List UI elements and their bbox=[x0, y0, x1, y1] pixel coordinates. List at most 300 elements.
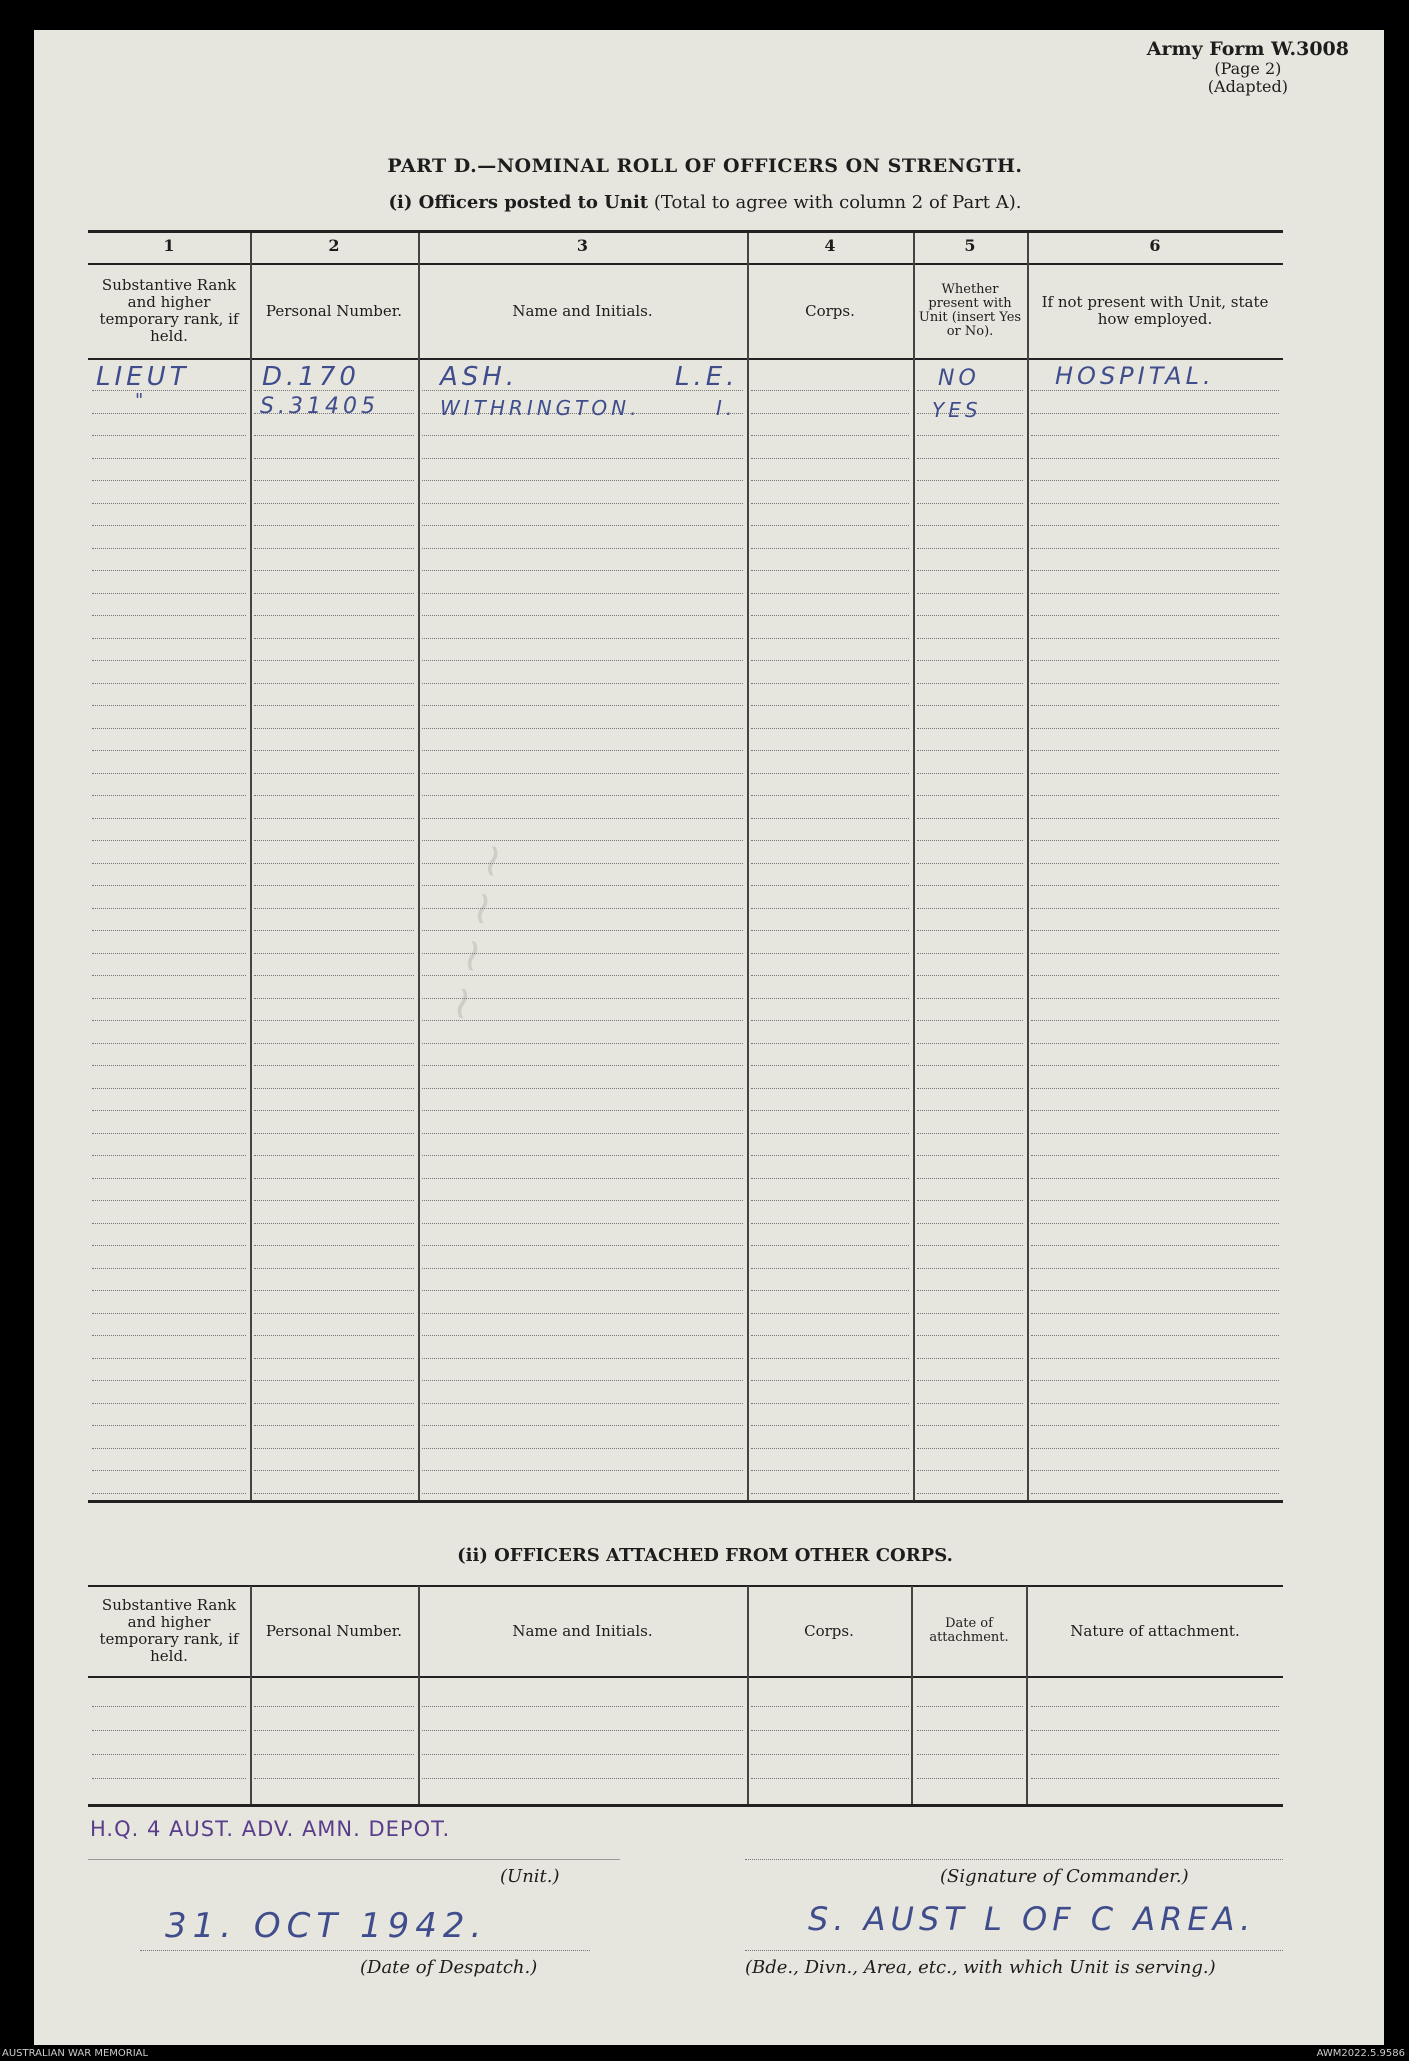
column-number-rule bbox=[88, 263, 1283, 265]
ruled-line bbox=[254, 998, 414, 999]
column-number: 6 bbox=[1149, 236, 1161, 255]
ruled-line bbox=[917, 1493, 1023, 1494]
ruled-line bbox=[422, 795, 743, 796]
page-title: PART D.—NOMINAL ROLL OF OFFICERS ON STRENGTH. bbox=[387, 155, 1023, 177]
ruled-line bbox=[92, 1358, 246, 1359]
ruled-line bbox=[254, 593, 414, 594]
ruled-line bbox=[422, 1290, 743, 1291]
ruled-line bbox=[751, 413, 909, 414]
column-number: 1 bbox=[163, 236, 175, 255]
ruled-line bbox=[422, 480, 743, 481]
ruled-line bbox=[1031, 1778, 1279, 1779]
subtitle-bold: (i) Officers posted to Unit bbox=[388, 192, 649, 213]
ruled-line bbox=[917, 1065, 1023, 1066]
ruled-line bbox=[917, 503, 1023, 504]
ruled-line bbox=[254, 1403, 414, 1404]
ruled-line bbox=[917, 593, 1023, 594]
section-subtitle bbox=[0, 192, 1409, 213]
ruled-line bbox=[254, 705, 414, 706]
column-header-rank: Substantive Rank and higher temporary rank, if held. bbox=[99, 276, 239, 345]
ruled-line bbox=[92, 1448, 246, 1449]
ruled-line bbox=[254, 818, 414, 819]
table-bottom-rule bbox=[88, 1500, 1283, 1503]
ruled-line bbox=[1031, 1493, 1279, 1494]
ruled-line bbox=[92, 638, 246, 639]
ruled-line bbox=[422, 593, 743, 594]
ruled-line bbox=[917, 1706, 1023, 1707]
ruled-line bbox=[92, 750, 246, 751]
ruled-line bbox=[1031, 1425, 1279, 1426]
column-divider bbox=[418, 233, 420, 1500]
column-header-name: Name and Initials. bbox=[512, 301, 653, 320]
ruled-line bbox=[254, 503, 414, 504]
ruled-line bbox=[1031, 548, 1279, 549]
ruled-line bbox=[917, 1778, 1023, 1779]
ruled-line bbox=[254, 1245, 414, 1246]
ruled-line bbox=[1031, 1380, 1279, 1381]
ruled-line bbox=[917, 1358, 1023, 1359]
ruled-line bbox=[254, 1043, 414, 1044]
ruled-line bbox=[422, 1403, 743, 1404]
ruled-line bbox=[1031, 1223, 1279, 1224]
ruled-line bbox=[1031, 1245, 1279, 1246]
area-handwritten: S. AUST L OF C AREA. bbox=[808, 1900, 1256, 1938]
ruled-line bbox=[917, 435, 1023, 436]
ruled-line bbox=[1031, 1313, 1279, 1314]
ruled-line bbox=[917, 1178, 1023, 1179]
ruled-line bbox=[1031, 1088, 1279, 1089]
column-number: 5 bbox=[964, 236, 976, 255]
ruled-line bbox=[92, 1493, 246, 1494]
ruled-line bbox=[92, 1730, 246, 1731]
archive-footer-right: AWM2022.5.9586 bbox=[1316, 2048, 1405, 2059]
ruled-line bbox=[751, 998, 909, 999]
ruled-line bbox=[254, 1448, 414, 1449]
ruled-line bbox=[92, 683, 246, 684]
ruled-line bbox=[1031, 840, 1279, 841]
ruled-line bbox=[254, 750, 414, 751]
ruled-line bbox=[751, 1088, 909, 1089]
ruled-line bbox=[917, 1754, 1023, 1755]
ruled-line bbox=[751, 728, 909, 729]
ruled-line bbox=[1031, 660, 1279, 661]
ruled-line bbox=[917, 1223, 1023, 1224]
ruled-line bbox=[422, 1358, 743, 1359]
ruled-line bbox=[422, 1730, 743, 1731]
ruled-line bbox=[751, 503, 909, 504]
ruled-line bbox=[422, 615, 743, 616]
ruled-line bbox=[254, 1200, 414, 1201]
ruled-line bbox=[92, 773, 246, 774]
ruled-line bbox=[422, 728, 743, 729]
ruled-line bbox=[422, 570, 743, 571]
ruled-line bbox=[422, 863, 743, 864]
ruled-line bbox=[751, 1223, 909, 1224]
subtitle-rest: (Total to agree with column 2 of Part A). bbox=[648, 192, 1022, 213]
ruled-line bbox=[254, 1358, 414, 1359]
ruled-line bbox=[92, 570, 246, 571]
ruled-line bbox=[1031, 1335, 1279, 1336]
ruled-line bbox=[422, 1380, 743, 1381]
ruled-line bbox=[917, 1313, 1023, 1314]
ruled-line bbox=[751, 705, 909, 706]
ruled-line bbox=[751, 1470, 909, 1471]
despatch-date: 31. OCT 1942. bbox=[165, 1906, 488, 1946]
ruled-line bbox=[422, 1133, 743, 1134]
ruled-line bbox=[92, 1290, 246, 1291]
ruled-line bbox=[751, 1335, 909, 1336]
ruled-line bbox=[751, 1425, 909, 1426]
ruled-line bbox=[751, 863, 909, 864]
ruled-line bbox=[92, 1778, 246, 1779]
ruled-line bbox=[917, 705, 1023, 706]
ruled-line bbox=[1031, 1155, 1279, 1156]
ruled-line bbox=[1031, 1470, 1279, 1471]
ruled-line bbox=[917, 1290, 1023, 1291]
ruled-line bbox=[92, 1088, 246, 1089]
ruled-line bbox=[254, 1380, 414, 1381]
ruled-line bbox=[92, 1133, 246, 1134]
ruled-line bbox=[1031, 570, 1279, 571]
column-header-corps: Corps. bbox=[804, 1621, 854, 1640]
ruled-line bbox=[92, 1425, 246, 1426]
header-bottom-rule bbox=[88, 1676, 1283, 1678]
ruled-line bbox=[254, 1730, 414, 1731]
ruled-line bbox=[1031, 750, 1279, 751]
column-header-corps: Corps. bbox=[805, 301, 855, 320]
ruled-line bbox=[917, 1403, 1023, 1404]
ruled-line bbox=[917, 930, 1023, 931]
ruled-line bbox=[92, 795, 246, 796]
ruled-line bbox=[917, 1020, 1023, 1021]
table-cell-present: YES bbox=[932, 398, 982, 422]
ruled-line bbox=[917, 728, 1023, 729]
ruled-line bbox=[1031, 908, 1279, 909]
ruled-line bbox=[422, 1335, 743, 1336]
ruled-line bbox=[254, 795, 414, 796]
header-bottom-rule bbox=[88, 358, 1283, 360]
ruled-line bbox=[92, 705, 246, 706]
ruled-line bbox=[1031, 1754, 1279, 1755]
ruled-line bbox=[92, 1268, 246, 1269]
column-header-name: Name and Initials. bbox=[512, 1621, 653, 1640]
ruled-line bbox=[751, 975, 909, 976]
ruled-line bbox=[751, 1778, 909, 1779]
ruled-line bbox=[751, 1448, 909, 1449]
area-caption: (Bde., Divn., Area, etc., with which Unit is serving.) bbox=[745, 1957, 1216, 1978]
ruled-line bbox=[1031, 615, 1279, 616]
ruled-line bbox=[917, 1448, 1023, 1449]
ruled-line bbox=[1031, 638, 1279, 639]
ruled-line bbox=[751, 548, 909, 549]
ruled-line bbox=[1031, 480, 1279, 481]
ruled-line bbox=[422, 975, 743, 976]
ruled-line bbox=[917, 1268, 1023, 1269]
ruled-line bbox=[751, 435, 909, 436]
ruled-line bbox=[751, 908, 909, 909]
ruled-line bbox=[751, 885, 909, 886]
ruled-line bbox=[92, 863, 246, 864]
column-header-rank: Substantive Rank and higher temporary rank, if held. bbox=[99, 1596, 239, 1665]
ruled-line bbox=[917, 1088, 1023, 1089]
ruled-line bbox=[92, 1155, 246, 1156]
ruled-line bbox=[917, 638, 1023, 639]
ruled-line bbox=[751, 480, 909, 481]
table-top-rule bbox=[88, 230, 1283, 233]
ruled-line bbox=[92, 885, 246, 886]
ruled-line bbox=[422, 1155, 743, 1156]
ruled-line bbox=[422, 750, 743, 751]
ruled-line bbox=[917, 773, 1023, 774]
ruled-line bbox=[92, 908, 246, 909]
ruled-line bbox=[92, 975, 246, 976]
ruled-line bbox=[422, 458, 743, 459]
ruled-line bbox=[92, 1380, 246, 1381]
ruled-line bbox=[917, 525, 1023, 526]
ruled-line bbox=[751, 773, 909, 774]
ruled-line bbox=[254, 458, 414, 459]
section-title-attached: (ii) OFFICERS ATTACHED FROM OTHER CORPS. bbox=[457, 1545, 953, 1566]
ruled-line bbox=[92, 525, 246, 526]
ruled-line bbox=[917, 1380, 1023, 1381]
unit-stamp: H.Q. 4 AUST. ADV. AMN. DEPOT. bbox=[90, 1817, 451, 1841]
ruled-line bbox=[751, 840, 909, 841]
ruled-line bbox=[422, 1020, 743, 1021]
ruled-line bbox=[751, 1380, 909, 1381]
ruled-line bbox=[917, 548, 1023, 549]
ruled-line bbox=[422, 1088, 743, 1089]
ruled-line bbox=[422, 1245, 743, 1246]
ruled-line bbox=[917, 615, 1023, 616]
ruled-line bbox=[92, 1313, 246, 1314]
ruled-line bbox=[751, 1043, 909, 1044]
form-adapted: (Adapted) bbox=[1207, 77, 1288, 96]
ruled-line bbox=[254, 660, 414, 661]
ruled-line bbox=[254, 1470, 414, 1471]
ruled-line bbox=[751, 1493, 909, 1494]
ruled-line bbox=[917, 908, 1023, 909]
ruled-line bbox=[1031, 1358, 1279, 1359]
ruled-line bbox=[917, 1043, 1023, 1044]
ruled-line bbox=[422, 885, 743, 886]
ruled-line bbox=[751, 1178, 909, 1179]
unit-caption: (Unit.) bbox=[500, 1866, 560, 1887]
signature-line bbox=[745, 1859, 1283, 1860]
ruled-line bbox=[254, 1155, 414, 1156]
ruled-line bbox=[254, 570, 414, 571]
ruled-line bbox=[92, 435, 246, 436]
column-divider bbox=[747, 233, 749, 1500]
ruled-line bbox=[254, 615, 414, 616]
ruled-line bbox=[92, 593, 246, 594]
ruled-line bbox=[1031, 525, 1279, 526]
ruled-line bbox=[254, 548, 414, 549]
table-cell-employed: HOSPITAL. bbox=[1055, 362, 1215, 390]
ruled-line bbox=[1031, 1178, 1279, 1179]
ruled-line bbox=[92, 503, 246, 504]
ruled-line bbox=[254, 953, 414, 954]
ruled-line bbox=[917, 953, 1023, 954]
ruled-line bbox=[751, 1268, 909, 1269]
ruled-line bbox=[1031, 1065, 1279, 1066]
ruled-line bbox=[1031, 885, 1279, 886]
ruled-line bbox=[422, 773, 743, 774]
ruled-line bbox=[92, 1110, 246, 1111]
column-number: 4 bbox=[824, 236, 836, 255]
ruled-line bbox=[751, 615, 909, 616]
ruled-line bbox=[92, 458, 246, 459]
ruled-line bbox=[92, 1200, 246, 1201]
ruled-line bbox=[422, 1223, 743, 1224]
ruled-line bbox=[254, 908, 414, 909]
ruled-line bbox=[422, 660, 743, 661]
ruled-line bbox=[92, 998, 246, 999]
ruled-line bbox=[1031, 728, 1279, 729]
ruled-line bbox=[1031, 1043, 1279, 1044]
ruled-line bbox=[92, 480, 246, 481]
ruled-line bbox=[917, 1133, 1023, 1134]
ruled-line bbox=[917, 750, 1023, 751]
ruled-line bbox=[1031, 1200, 1279, 1201]
ruled-line bbox=[1031, 795, 1279, 796]
ruled-line bbox=[1031, 1403, 1279, 1404]
ruled-line bbox=[1031, 503, 1279, 504]
faint-ghost-mark: ~~~~ bbox=[430, 826, 524, 1028]
date-line bbox=[140, 1950, 590, 1951]
ruled-line bbox=[254, 525, 414, 526]
ruled-line bbox=[92, 818, 246, 819]
ruled-line bbox=[1031, 1448, 1279, 1449]
ruled-line bbox=[751, 1020, 909, 1021]
ruled-line bbox=[254, 480, 414, 481]
ruled-line bbox=[92, 1065, 246, 1066]
ruled-line bbox=[254, 930, 414, 931]
table-cell-initials: L.E. bbox=[675, 362, 739, 392]
ruled-line bbox=[1031, 390, 1279, 391]
ruled-line bbox=[1031, 1706, 1279, 1707]
column-divider bbox=[911, 1586, 913, 1804]
ruled-line bbox=[422, 1268, 743, 1269]
ruled-line bbox=[917, 795, 1023, 796]
ruled-line bbox=[751, 1706, 909, 1707]
ruled-line bbox=[917, 840, 1023, 841]
ruled-line bbox=[751, 660, 909, 661]
table-cell-rank: " bbox=[135, 390, 148, 411]
ruled-line bbox=[917, 1200, 1023, 1201]
table-bottom-rule bbox=[88, 1804, 1283, 1807]
ruled-line bbox=[1031, 1290, 1279, 1291]
ruled-line bbox=[92, 660, 246, 661]
ruled-line bbox=[917, 458, 1023, 459]
ruled-line bbox=[422, 1313, 743, 1314]
ruled-line bbox=[1031, 683, 1279, 684]
column-header-nature-attachment: Nature of attachment. bbox=[1070, 1621, 1240, 1640]
ruled-line bbox=[1031, 998, 1279, 999]
ruled-line bbox=[751, 930, 909, 931]
ruled-line bbox=[254, 1778, 414, 1779]
ruled-line bbox=[917, 1110, 1023, 1111]
table-cell-initials: I. bbox=[716, 396, 737, 420]
ruled-line bbox=[422, 1754, 743, 1755]
ruled-line bbox=[751, 458, 909, 459]
column-header-employed: If not present with Unit, state how employed. bbox=[1041, 293, 1269, 328]
form-number: Army Form W.3008 bbox=[1146, 38, 1349, 60]
ruled-line bbox=[254, 863, 414, 864]
ruled-line bbox=[1031, 863, 1279, 864]
ruled-line bbox=[422, 1200, 743, 1201]
form-page-number: (Page 2) bbox=[1214, 59, 1282, 78]
ruled-line bbox=[1031, 773, 1279, 774]
ruled-line bbox=[917, 1730, 1023, 1731]
archive-footer-left: AUSTRALIAN WAR MEMORIAL bbox=[2, 2048, 149, 2059]
ruled-line bbox=[1031, 930, 1279, 931]
ruled-line bbox=[92, 548, 246, 549]
ruled-line bbox=[751, 1065, 909, 1066]
ruled-line bbox=[917, 1470, 1023, 1471]
ruled-line bbox=[254, 1178, 414, 1179]
ruled-line bbox=[422, 638, 743, 639]
column-divider bbox=[913, 233, 915, 1500]
ruled-line bbox=[422, 705, 743, 706]
ruled-line bbox=[751, 390, 909, 391]
column-header-date-attachment: Date of attachment. bbox=[929, 1616, 1009, 1645]
ruled-line bbox=[254, 885, 414, 886]
table-cell-name: WITHRINGTON. bbox=[440, 396, 641, 420]
ruled-line bbox=[92, 1754, 246, 1755]
ruled-line bbox=[422, 840, 743, 841]
ruled-line bbox=[254, 773, 414, 774]
ruled-line bbox=[422, 1706, 743, 1707]
ruled-line bbox=[751, 818, 909, 819]
ruled-line bbox=[92, 413, 246, 414]
ruled-line bbox=[1031, 1133, 1279, 1134]
ruled-line bbox=[1031, 1020, 1279, 1021]
ruled-line bbox=[92, 1223, 246, 1224]
ruled-line bbox=[92, 953, 246, 954]
ruled-line bbox=[254, 1313, 414, 1314]
ruled-line bbox=[92, 1470, 246, 1471]
ruled-line bbox=[254, 683, 414, 684]
ruled-line bbox=[751, 570, 909, 571]
ruled-line bbox=[422, 1178, 743, 1179]
column-divider bbox=[1026, 1586, 1028, 1804]
ruled-line bbox=[751, 1403, 909, 1404]
area-line bbox=[745, 1950, 1283, 1951]
ruled-line bbox=[254, 435, 414, 436]
ruled-line bbox=[751, 1313, 909, 1314]
ruled-line bbox=[751, 1754, 909, 1755]
ruled-line bbox=[917, 975, 1023, 976]
ruled-line bbox=[917, 683, 1023, 684]
ruled-line bbox=[422, 1470, 743, 1471]
column-divider bbox=[1027, 233, 1029, 1500]
ruled-line bbox=[751, 638, 909, 639]
ruled-line bbox=[254, 1290, 414, 1291]
ruled-line bbox=[92, 728, 246, 729]
ruled-line bbox=[254, 1493, 414, 1494]
ruled-line bbox=[917, 1245, 1023, 1246]
ruled-line bbox=[751, 1110, 909, 1111]
ruled-line bbox=[917, 660, 1023, 661]
ruled-line bbox=[917, 1425, 1023, 1426]
form-identifier bbox=[1147, 38, 1349, 96]
ruled-line bbox=[254, 1020, 414, 1021]
ruled-line bbox=[917, 570, 1023, 571]
ruled-line bbox=[254, 1335, 414, 1336]
ruled-line bbox=[92, 840, 246, 841]
ruled-line bbox=[254, 1110, 414, 1111]
table-cell-number: S.31405 bbox=[260, 394, 379, 419]
